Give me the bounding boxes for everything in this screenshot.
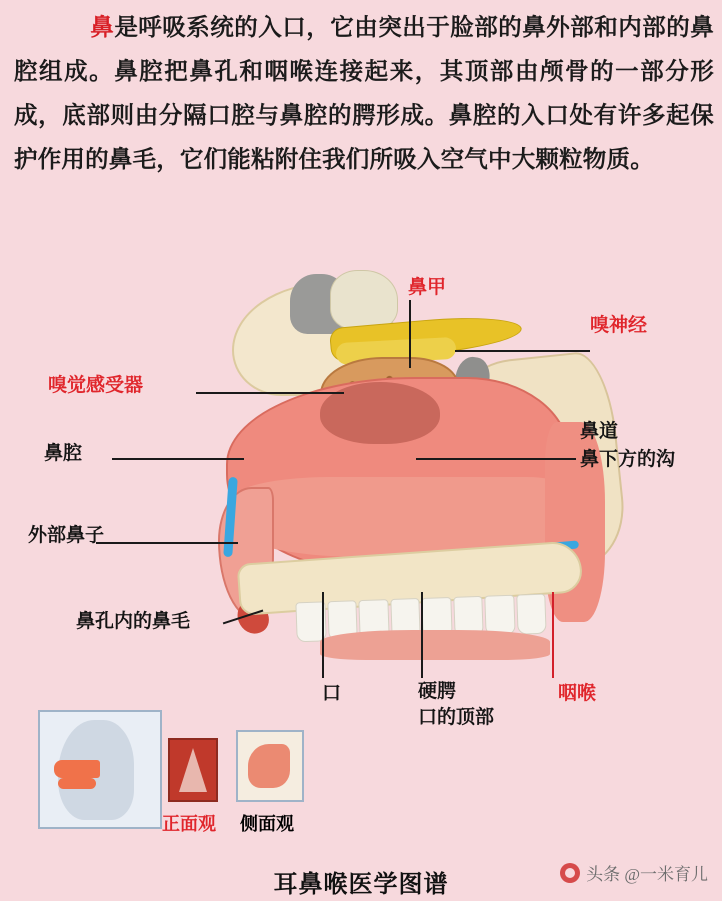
nose-highlight-shape xyxy=(54,760,100,778)
intro-body: 是呼吸系统的入口，它由突出于脸部的鼻外部和内部的鼻腔组成。鼻腔把鼻孔和咽喉连接起来，其顶部由颅骨的一部分形成，底部则由分隔口腔与鼻腔的腭形成。鼻腔的入口处有许多起保护作用的鼻毛，它们能粘附住我们所吸入空气中大颗粒物质。 xyxy=(14,15,715,173)
leader-nasal-cavity xyxy=(112,458,244,460)
figure-title: 耳鼻喉医学图谱 xyxy=(273,872,449,898)
leader-hard-palate xyxy=(421,592,423,678)
tongue-shape xyxy=(320,630,550,660)
label-nasal-cavity: 鼻腔 xyxy=(44,443,83,464)
watermark xyxy=(560,860,708,885)
label-nasal-hair: 鼻孔内的鼻毛 xyxy=(76,611,191,632)
label-olfactory-nerve: 嗅神经 xyxy=(590,315,648,336)
leader-olfactory-nerve xyxy=(455,350,590,352)
tooth xyxy=(484,595,515,636)
label-nasal-meatus-line1: 鼻道 xyxy=(580,421,619,442)
watermark-text: 头条 @一米育儿 xyxy=(586,865,708,884)
toutiao-logo-icon xyxy=(560,863,580,883)
label-pharynx: 咽喉 xyxy=(558,683,597,704)
intro-keyword: 鼻 xyxy=(90,15,115,41)
label-nasal-concha: 鼻甲 xyxy=(408,277,447,298)
leader-external-nose xyxy=(96,542,238,544)
front-view-caption: 正面观 xyxy=(162,814,216,834)
label-olfactory-receptor: 嗅觉感受器 xyxy=(48,375,144,396)
cranial-bone-shape xyxy=(330,270,398,330)
label-external-nose: 外部鼻子 xyxy=(28,525,105,546)
tooth xyxy=(516,594,547,635)
intro-paragraph xyxy=(14,6,714,182)
front-view-thumbnail[interactable] xyxy=(168,738,218,802)
label-mouth: 口 xyxy=(322,683,342,704)
leader-olfactory-receptor xyxy=(196,392,344,394)
head-profile-thumbnail[interactable] xyxy=(38,710,162,829)
label-hard-palate-line2: 口的顶部 xyxy=(418,707,495,728)
leader-nasal-meatus xyxy=(416,458,576,460)
label-nasal-meatus-line2: 鼻下方的沟 xyxy=(580,449,676,470)
side-view-thumbnail[interactable] xyxy=(236,730,304,802)
thumbnail-row xyxy=(0,700,722,850)
label-hard-palate-line1: 硬腭 xyxy=(418,681,457,702)
side-view-shape xyxy=(248,744,290,788)
leader-mouth xyxy=(322,592,324,678)
nose-highlight-shape-2 xyxy=(58,778,96,789)
front-view-shape xyxy=(179,748,207,792)
leader-nasal-concha xyxy=(409,300,411,368)
leader-pharynx xyxy=(552,592,554,678)
side-view-caption: 侧面观 xyxy=(240,814,294,834)
